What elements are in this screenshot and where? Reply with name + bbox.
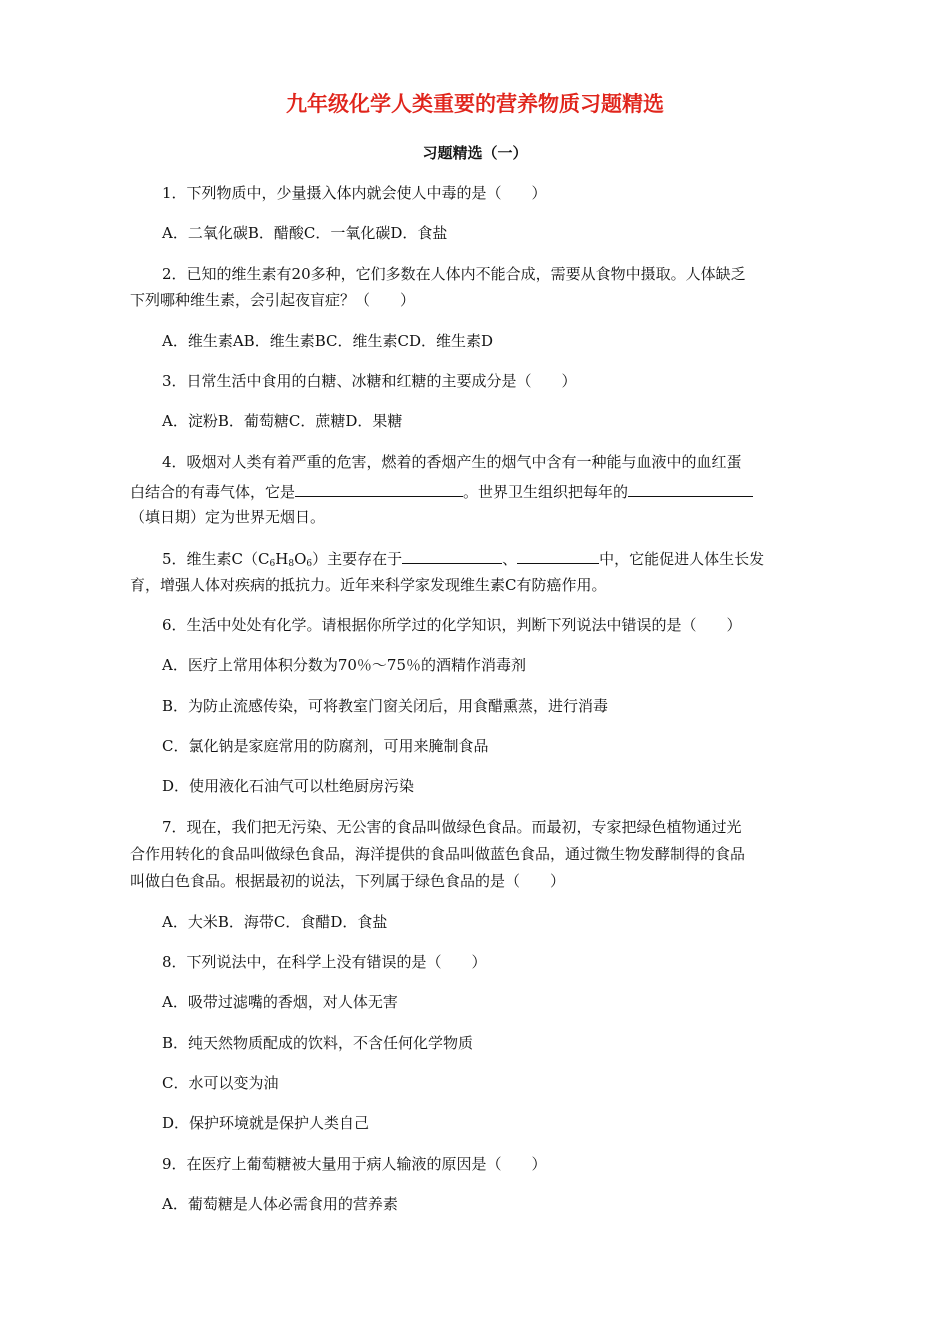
question-1-stem: 1．下列物质中，少量摄入体内就会使人中毒的是（ ） [162,184,547,202]
question-7-options: A．大米B．海带C．食醋D．食盐 [162,913,388,931]
question-1-options: A．二氧化碳B．醋酸C．一氧化碳D．食盐 [162,224,448,242]
question-3-options: A．淀粉B．葡萄糖C．蔗糖D．果糖 [162,412,403,430]
question-6-stem: 6．生活中处处有化学。请根据你所学过的化学知识，判断下列说法中错误的是（ ） [162,616,742,634]
question-2-options: A．维生素AB．维生素BC．维生素CD．维生素D [162,332,493,350]
question-2-line-1: 2．已知的维生素有20多种，它们多数在人体内不能合成，需要从食物中摄取。人体缺乏 [162,265,746,283]
question-8-option-c: C．水可以变为油 [162,1074,279,1092]
question-8-option-a: A．吸带过滤嘴的香烟，对人体无害 [162,993,398,1011]
question-9-stem: 9．在医疗上葡萄糖被大量用于病人输液的原因是（ ） [162,1155,547,1173]
question-8-option-b: B．纯天然物质配成的饮料，不含任何化学物质 [162,1034,474,1052]
question-4-line-3: （填日期）定为世界无烟日。 [130,508,326,526]
question-6-option-a: A．医疗上常用体积分数为70％～75％的酒精作消毒剂 [162,656,527,674]
question-2-line-2: 下列哪种维生素，会引起夜盲症？（ ） [130,291,416,309]
question-7-line-3: 叫做白色食品。根据最初的说法，下列属于绿色食品的是（ ） [130,872,566,890]
question-8-option-d: D．保护环境就是保护人类自己 [162,1114,370,1132]
question-4-line-1: 4．吸烟对人类有着严重的危害，燃着的香烟产生的烟气中含有一种能与血液中的血红蛋 [162,453,742,471]
document-title: 九年级化学人类重要的营养物质习题精选 [286,92,664,116]
answer-blank[interactable] [295,478,463,497]
question-6-option-d: D．使用液化石油气可以杜绝厨房污染 [162,777,415,795]
question-6-option-b: B．为防止流感传染，可将教室门窗关闭后，用食醋熏蒸，进行消毒 [162,697,609,715]
section-subtitle: 习题精选（一） [422,144,528,162]
answer-blank[interactable] [517,545,599,564]
question-6-option-c: C．氯化钠是家庭常用的防腐剂，可用来腌制食品 [162,737,489,755]
question-9-option-a: A．葡萄糖是人体必需食用的营养素 [162,1195,398,1213]
question-7-line-2: 合作用转化的食品叫做绿色食品，海洋提供的食品叫做蓝色食品，通过微生物发酵制得的食品 [130,845,746,863]
answer-blank[interactable] [402,545,502,564]
question-3-stem: 3．日常生活中食用的白糖、冰糖和红糖的主要成分是（ ） [162,372,577,390]
answer-blank[interactable] [628,478,753,497]
question-8-stem: 8．下列说法中，在科学上没有错误的是（ ） [162,953,487,971]
question-7-line-1: 7．现在，我们把无污染、无公害的食品叫做绿色食品。而最初，专家把绿色植物通过光 [162,818,742,836]
question-5-line-1: 5．维生素$C(C_6H_8O_6)$主要存在于 、 中，它能促进人体生长发 [162,545,764,573]
question-4-line-2: 白结合的有毒气体，它是 。世界卫生组织把每年的 [130,478,753,506]
question-5-line-2: 育，增强人体对疾病的抵抗力。近年来科学家发现维生素C有防癌作用。 [130,576,607,594]
